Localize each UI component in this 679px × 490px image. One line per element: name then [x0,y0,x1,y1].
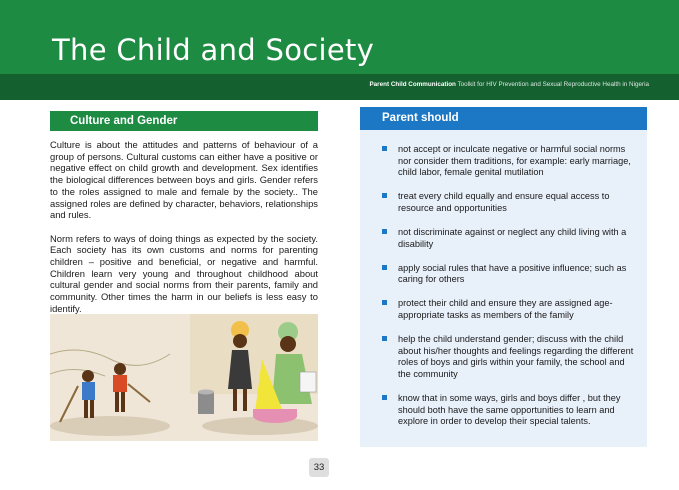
culture-gender-heading: Culture and Gender [50,111,318,131]
paragraph-culture: Culture is about the attitudes and patterns of behaviour of a group of persons. Cultural customs can either have a positive or negative effect on child growth and development. Sex identifies the biological differences between boys and girls. Gender refers to the roles assigned to male and female by the society.. The assigned roles are defined by character, behaviors, relationships and rules. [50,139,318,221]
children-chores-illustration [50,314,318,441]
illustration-drawing [50,314,318,441]
list-item-text: not accept or inculcate negative or harmful social norms nor consider them traditions, for example: early marriage, child labor, female genital mutilation [398,144,631,178]
publication-title-rest: Toolkit for HIV Prevention and Sexual Reproductive Health in Nigeria [457,81,649,88]
list-item-text: help the child understand gender; discuss with the child about his/her thoughts and feelings regarding the different roles of boys and girls within your family, the school and the community [398,334,634,379]
parent-should-list [378,144,635,440]
title-banner [0,0,679,74]
square-bullet-icon [382,300,387,305]
list-item [378,191,635,214]
square-bullet-icon [382,229,387,234]
list-item-text: know that in some ways, girls and boys differ , but they should both have the same opportunities to learn and explore in order to develop their special talents. [398,392,621,427]
list-item-text: not discriminate against or neglect any child living with a disability [398,226,627,249]
page-number: 33 [309,458,329,477]
list-item-text: treat every child equally and ensure equal access to resource and opportunities [398,191,610,213]
square-bullet-icon [382,395,387,400]
publication-title-bold: Parent Child Communication [369,81,456,88]
list-item-text: protect their child and ensure they are assigned age-appropriate tasks as members of the family [398,298,613,320]
list-item-text: apply social rules that have a positive influence; such as caring for others [398,262,627,285]
square-bullet-icon [382,336,387,341]
page-title: The Child and Society [52,33,375,67]
square-bullet-icon [382,265,387,270]
parent-should-heading: Parent should [360,107,647,130]
culture-gender-body [50,139,318,326]
publication-strip [0,74,679,100]
list-item [378,334,635,380]
publication-title [369,82,649,88]
list-item [378,144,635,179]
list-item [378,227,635,250]
square-bullet-icon [382,193,387,198]
list-item [378,298,635,321]
paragraph-norm: Norm refers to ways of doing things as expected by the society. Each society has its own customs and norms for parenting children – positive and beneficial, or negative and harmful. Children learn very young and throughout childhood about cultural gender and social norms from their parents, family and community. Other times the harm in our beliefs is less easy to identify. [50,232,318,314]
list-item [378,263,635,286]
list-item [378,393,635,428]
square-bullet-icon [382,146,387,151]
